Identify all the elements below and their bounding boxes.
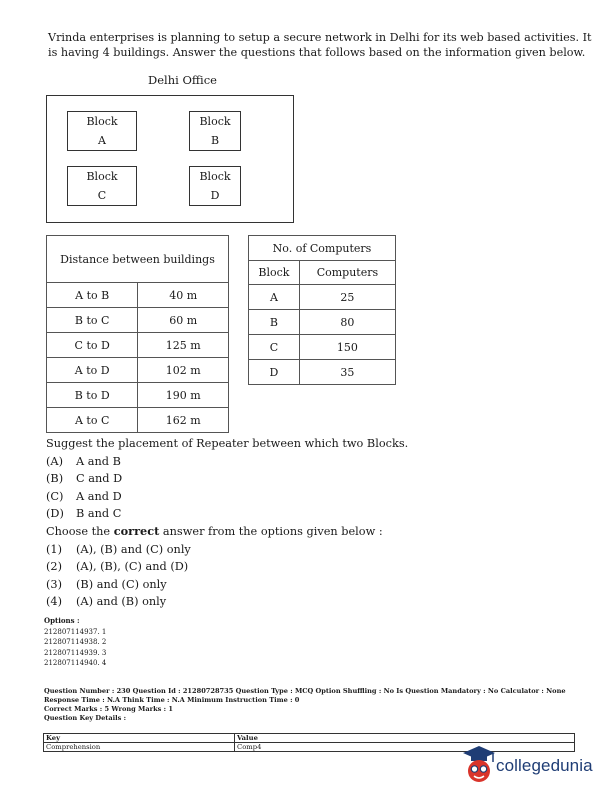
pair-cell: A to D [47,358,138,383]
intro-paragraph: Vrinda enterprises is planning to setup a secure network in Delhi for its web based activities. It is having 4 buildings. Answer the questions that follows based on the information given below. [48,31,592,59]
choice-text: A and B [76,454,121,468]
answer-label: (3) [46,577,63,591]
options-heading: Options : [44,616,80,625]
choice-label: (D) [46,507,64,521]
block-a [67,111,137,151]
distance-table [46,235,229,433]
instruction-text [46,523,546,541]
distance-cell: 40 m [138,283,229,308]
answer-text: (A) and (B) only [76,595,167,609]
distance-table-header: Distance between buildings [47,236,229,283]
meta-line: Question Number : 230 Question Id : 21280728735 Question Type : MCQ Option Shuffling : No Is Question Mandatory : No Calculator : None [44,687,566,695]
pair-cell: B to C [47,308,138,333]
key-cell: Comprehension [44,743,235,752]
distance-cell: 102 m [138,358,229,383]
table-row [47,358,229,383]
block-cell: C [249,335,300,360]
option-id: 212807114940. 4 [44,659,107,667]
distance-cell: 162 m [138,408,229,433]
pair-cell: A to B [47,283,138,308]
answer-item [46,593,546,611]
question-section [46,435,546,611]
block-c-letter: C [97,189,107,202]
block-b [189,111,241,151]
office-diagram [46,95,294,223]
choice-text: C and D [76,472,123,486]
block-c [67,166,137,206]
answer-text: (A), (B), (C) and (D) [76,560,189,574]
question-text: Suggest the placement of Repeater between which two Blocks. [46,437,409,450]
count-cell: 80 [299,310,395,335]
choice-item [46,470,546,488]
count-cell: 25 [299,285,395,310]
office-title: Delhi Office [148,73,217,87]
block-a-label: Block [86,115,118,128]
instruction-post: answer from the options given below : [159,524,383,538]
value-header: Value [235,734,575,743]
answer-label: (2) [46,560,63,574]
meta-line: Response Time : N.A Think Time : N.A Minimum Instruction Time : 0 [44,696,300,704]
table-row [47,383,229,408]
answer-text: (A), (B) and (C) only [76,542,191,556]
count-cell: 150 [299,335,395,360]
meta-line: Question Key Details : [44,714,127,722]
block-column-header: Block [249,261,300,285]
logo-text: collegedunia [496,756,593,775]
option-id: 212807114938. 2 [44,638,107,646]
choice-item [46,453,546,471]
table-row [47,333,229,358]
choice-label: (C) [46,489,64,503]
pair-cell: B to D [47,383,138,408]
answer-label: (1) [46,542,63,556]
choice-label: (A) [46,454,63,468]
answer-text: (B) and (C) only [76,577,167,591]
collegedunia-logo [462,742,612,792]
table-row [249,285,396,310]
pair-cell: C to D [47,333,138,358]
block-cell: A [249,285,300,310]
question-meta [44,687,566,723]
options-list [44,616,106,669]
table-row [47,283,229,308]
block-a-letter: A [98,134,106,147]
graduate-icon [462,744,496,788]
choice-text: A and D [76,489,122,503]
answer-item [46,541,546,559]
choice-item [46,488,546,506]
computers-column-header: Computers [299,261,395,285]
table-row [47,308,229,333]
choice-item [46,505,546,523]
choice-label: (B) [46,472,64,486]
block-cell: D [249,360,300,385]
distance-cell: 190 m [138,383,229,408]
block-d [189,166,241,206]
option-id: 212807114937. 1 [44,627,107,636]
block-c-label: Block [86,170,118,183]
pair-cell: A to C [47,408,138,433]
instruction-pre: Choose the [46,524,114,538]
answer-item [46,558,546,576]
table-row [249,335,396,360]
value-cell: Comp4 [235,743,575,752]
computers-table [248,235,396,385]
computers-table-title: No. of Computers [249,236,396,261]
option-id: 212807114939. 3 [44,648,107,657]
key-header: Key [44,734,235,743]
block-d-label: Block [199,170,231,183]
block-d-letter: D [210,189,220,202]
block-cell: B [249,310,300,335]
table-row [249,360,396,385]
block-b-letter: B [210,134,220,147]
block-b-label: Block [199,115,231,128]
table-row [249,310,396,335]
answer-item [46,576,546,594]
count-cell: 35 [299,360,395,385]
instruction-bold: correct [113,523,160,538]
distance-cell: 60 m [138,308,229,333]
table-row [47,408,229,433]
meta-line: Correct Marks : 5 Wrong Marks : 1 [44,705,173,713]
distance-cell: 125 m [138,333,229,358]
choice-text: B and C [76,507,122,521]
answer-label: (4) [46,595,63,609]
